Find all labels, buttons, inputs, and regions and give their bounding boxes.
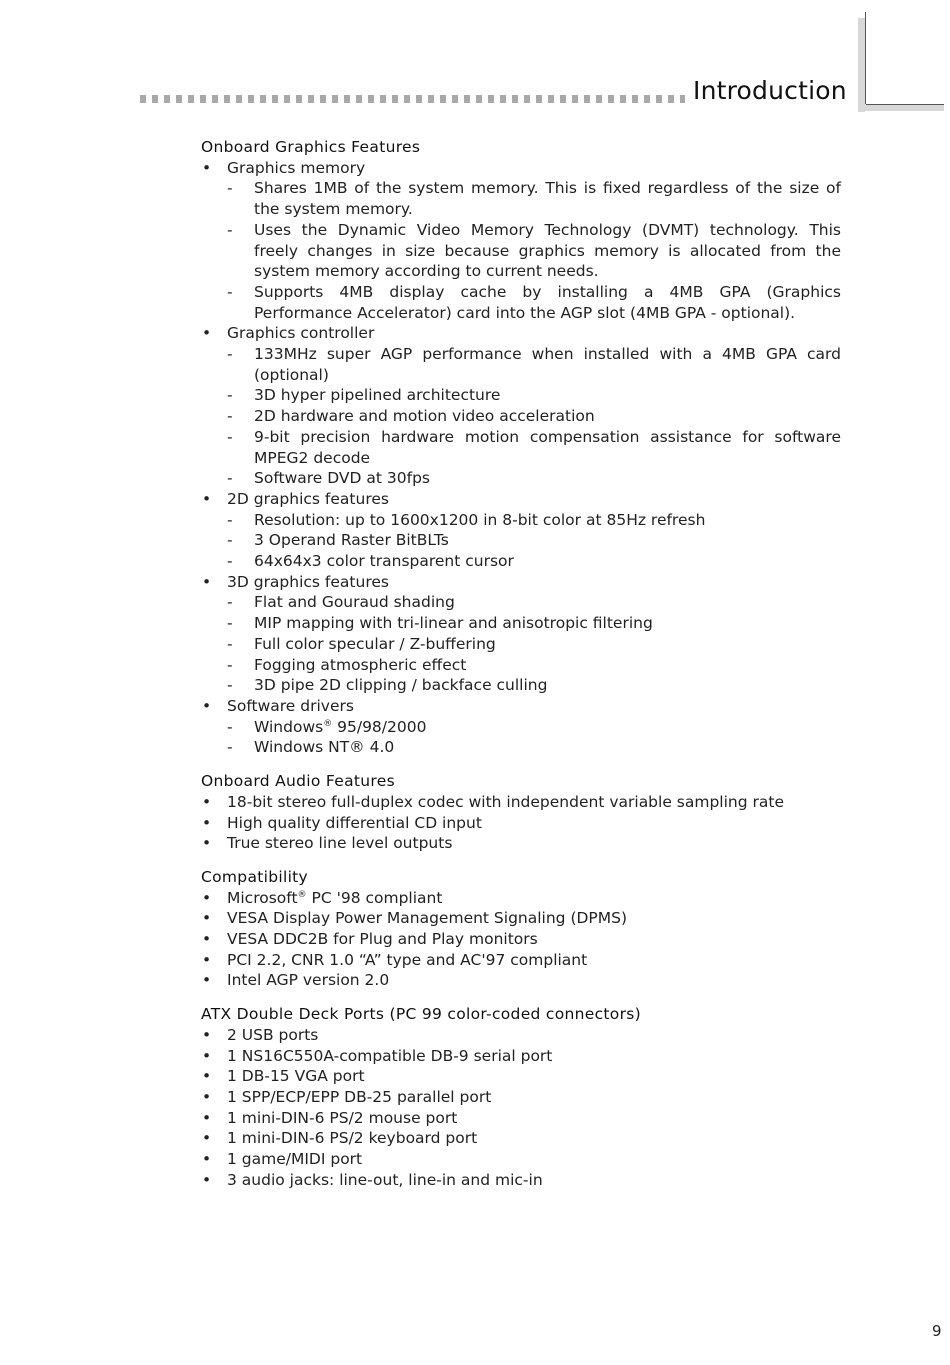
dash-text: 2D hardware and motion video acceleration xyxy=(254,407,595,426)
bullet-item: • Microsoft® PC '98 compliant xyxy=(202,888,443,907)
dash-item: - Shares 1MB of the system memory. This is fixed regardless of the size of the system memory. xyxy=(227,179,841,219)
corner-line-vertical xyxy=(865,12,866,108)
microsoft-name: Microsoft xyxy=(227,888,298,907)
dash-text: Fogging atmospheric effect xyxy=(254,655,467,674)
bullet-item: • Software drivers xyxy=(202,696,354,715)
dash-item: - Full color specular / Z-buffering xyxy=(227,634,496,653)
dash-text: 133MHz super AGP performance when installed with a 4MB GPA card (optional) xyxy=(254,345,841,384)
dash-item: - Fogging atmospheric effect xyxy=(227,655,467,674)
bullet-text: High quality differential CD input xyxy=(227,813,482,832)
page-content xyxy=(201,137,841,1203)
bullet-item: • 1 DB-15 VGA port xyxy=(202,1067,365,1086)
dash-text: Uses the Dynamic Video Memory Technology (DVMT) technology. This freely changes in size because graphics memory is allocated from the system memory according to current needs. xyxy=(254,220,841,281)
dash-text: Full color specular / Z-buffering xyxy=(254,634,496,653)
section-heading: Onboard Graphics Features xyxy=(201,138,421,156)
section-audio xyxy=(201,771,841,854)
section-heading: Compatibility xyxy=(201,867,309,886)
driver-windows-name: Windows xyxy=(254,717,324,736)
dash-item: - Uses the Dynamic Video Memory Technology (DVMT) technology. This freely changes in size because graphics memory is allocated from the system memory according to current needs. xyxy=(227,220,841,281)
bullet-item: • 1 game/MIDI port xyxy=(202,1150,363,1169)
bullet-text: Graphics controller xyxy=(227,324,375,343)
bullet-text: 18-bit stereo full-duplex codec with independent variable sampling rate xyxy=(227,792,784,811)
bullet-item: • 1 mini-DIN-6 PS/2 keyboard port xyxy=(202,1129,478,1148)
bullet-text: 1 game/MIDI port xyxy=(227,1150,363,1169)
dash-item: - 3D pipe 2D clipping / backface culling xyxy=(227,676,548,695)
bullet-text: PCI 2.2, CNR 1.0 “A” type and AC'97 compliant xyxy=(227,950,588,969)
bullet-item: • True stereo line level outputs xyxy=(202,834,453,853)
bullet-text: Software drivers xyxy=(227,696,354,715)
dash-text: Resolution: up to 1600x1200 in 8-bit color at 85Hz refresh xyxy=(254,510,706,529)
bullet-text: 2 USB ports xyxy=(227,1025,319,1044)
dash-text: 9-bit precision hardware motion compensation assistance for software MPEG2 decode xyxy=(254,427,841,467)
dash-item: - Supports 4MB display cache by installing a 4MB GPA (Graphics Performance Accelerator) card into the AGP slot (4MB GPA - optional). xyxy=(227,282,841,322)
bullet-item: • 18-bit stereo full-duplex codec with independent variable sampling rate xyxy=(202,792,784,811)
dash-item: - MIP mapping with tri-linear and anisotropic filtering xyxy=(227,614,653,633)
bullet-text: 1 mini-DIN-6 PS/2 keyboard port xyxy=(227,1129,478,1148)
bullet-item: • 1 SPP/ECP/EPP DB-25 parallel port xyxy=(202,1087,492,1106)
bullet-item: • 3D graphics features xyxy=(202,572,389,591)
bullet-text: 3 audio jacks: line-out, line-in and mic-in xyxy=(227,1170,543,1189)
dash-text: 3 Operand Raster BitBLTs xyxy=(254,531,449,550)
dash-text: Supports 4MB display cache by installing a 4MB GPA (Graphics Performance Accelerator) card into the AGP slot (4MB GPA - optional). xyxy=(254,282,841,322)
bullet-text: 1 DB-15 VGA port xyxy=(227,1067,365,1086)
bullet-item: • 1 NS16C550A-compatible DB-9 serial port xyxy=(202,1046,553,1065)
bullet-item: • VESA DDC2B for Plug and Play monitors xyxy=(202,930,538,949)
section-compatibility xyxy=(201,867,841,991)
dash-text: 3D pipe 2D clipping / backface culling xyxy=(254,676,548,695)
bullet-text: VESA DDC2B for Plug and Play monitors xyxy=(227,930,538,949)
registered-mark: ® xyxy=(297,889,307,900)
section-heading: Onboard Audio Features xyxy=(201,772,395,791)
dash-text: 3D hyper pipelined architecture xyxy=(254,386,501,405)
dash-text: Windows NT® 4.0 xyxy=(254,738,395,757)
dash-text: Flat and Gouraud shading xyxy=(254,593,455,612)
bullet-text: 1 NS16C550A-compatible DB-9 serial port xyxy=(227,1046,553,1065)
bullet-text: 2D graphics features xyxy=(227,489,389,508)
section-heading: ATX Double Deck Ports (PC 99 color-coded connectors) xyxy=(201,1005,641,1024)
bullet-item: • 2D graphics features xyxy=(202,489,389,508)
page-header-title: Introduction xyxy=(693,76,847,105)
bullet-text: 3D graphics features xyxy=(227,572,389,591)
dash-item: - 64x64x3 color transparent cursor xyxy=(227,552,514,571)
bullet-text: Graphics memory xyxy=(227,158,366,177)
dash-item: - Resolution: up to 1600x1200 in 8-bit color at 85Hz refresh xyxy=(227,510,706,529)
dash-item: - Windows® 95/98/2000 xyxy=(227,717,427,736)
dash-item: - 133MHz super AGP performance when installed with a 4MB GPA card (optional) xyxy=(227,345,841,384)
bullet-item: • PCI 2.2, CNR 1.0 “A” type and AC'97 compliant xyxy=(202,950,588,969)
header-dotted-rule xyxy=(140,95,685,103)
dash-item: - Software DVD at 30fps xyxy=(227,469,430,488)
bullet-item: • Graphics memory xyxy=(202,158,366,177)
corner-line-horizontal xyxy=(866,104,944,105)
corner-shadow-vertical xyxy=(858,18,865,112)
driver-windows-versions: 95/98/2000 xyxy=(332,717,427,736)
bullet-item: • Intel AGP version 2.0 xyxy=(202,971,390,990)
bullet-item: • 1 mini-DIN-6 PS/2 mouse port xyxy=(202,1108,458,1127)
bullet-text: VESA Display Power Management Signaling (DPMS) xyxy=(227,909,628,928)
dash-item: - 9-bit precision hardware motion compensation assistance for software MPEG2 decode xyxy=(227,427,841,467)
bullet-item: • 3 audio jacks: line-out, line-in and mic-in xyxy=(202,1170,543,1189)
microsoft-compliance: PC '98 compliant xyxy=(306,888,443,907)
bullet-text: 1 SPP/ECP/EPP DB-25 parallel port xyxy=(227,1087,492,1106)
bullet-text: 1 mini-DIN-6 PS/2 mouse port xyxy=(227,1108,458,1127)
dash-text: MIP mapping with tri-linear and anisotropic filtering xyxy=(254,614,653,633)
bullet-text: True stereo line level outputs xyxy=(227,834,453,853)
bullet-text: Intel AGP version 2.0 xyxy=(227,971,390,990)
dash-item: - Windows NT® 4.0 xyxy=(227,738,395,757)
section-graphics xyxy=(201,137,841,758)
dash-text: 64x64x3 color transparent cursor xyxy=(254,552,514,571)
bullet-item: • VESA Display Power Management Signaling (DPMS) xyxy=(202,909,628,928)
dash-text: Software DVD at 30fps xyxy=(254,469,430,488)
page-number: 9 xyxy=(932,1322,942,1340)
corner-shadow-horizontal xyxy=(858,104,944,111)
dash-item: - 3 Operand Raster BitBLTs xyxy=(227,531,449,550)
dash-item: - 2D hardware and motion video acceleration xyxy=(227,407,595,426)
dash-item: - Flat and Gouraud shading xyxy=(227,593,455,612)
section-ports xyxy=(201,1004,841,1190)
bullet-item: • 2 USB ports xyxy=(202,1025,319,1044)
bullet-item: • Graphics controller xyxy=(202,324,375,343)
dash-item: - 3D hyper pipelined architecture xyxy=(227,386,501,405)
bullet-item: • High quality differential CD input xyxy=(202,813,482,832)
registered-mark: ® xyxy=(323,718,333,729)
dash-text: Shares 1MB of the system memory. This is fixed regardless of the size of the system memory. xyxy=(254,179,841,219)
